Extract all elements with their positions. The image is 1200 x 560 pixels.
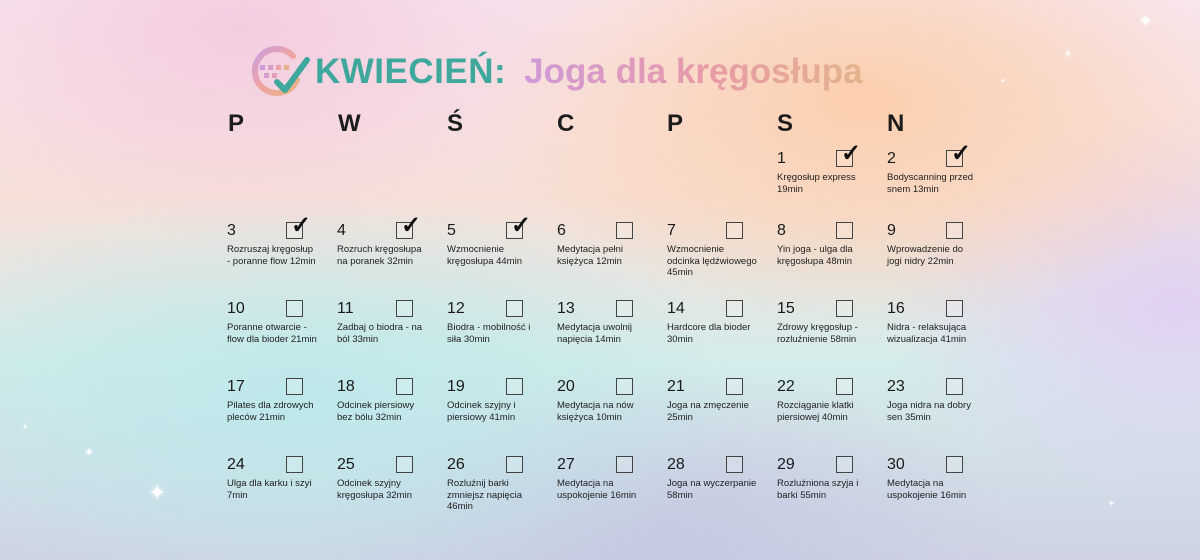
task-checkbox[interactable] [506,456,523,473]
task-label: Rozruch kręgosłupa na poranek 32min [337,244,422,267]
day-cell-13 [557,300,657,378]
day-number: 25 [337,456,355,473]
day-cell-12 [447,300,547,378]
day-cell-6 [557,222,657,300]
task-label: Rozruszaj kręgosłup - poranne flow 12min [227,244,316,267]
month-title: KWIECIEŃ: [315,52,507,91]
day-number: 1 [777,150,786,167]
day-number: 19 [447,378,465,395]
day-cell-29 [777,456,877,534]
day-cell-18 [337,378,437,456]
day-cell-22 [777,378,877,456]
checkmark-icon: ✓ [951,140,972,167]
day-cell-1 [777,140,877,228]
day-cell-10 [227,300,327,378]
day-cell-14 [667,300,767,378]
day-cell-15 [777,300,877,378]
day-cell-21 [667,378,767,456]
logo-icon [243,44,311,100]
task-label: Yin joga - ulga dla kręgosłupa 48min [777,244,853,267]
checkmark-icon: ✓ [841,140,862,167]
task-label: Rozluźnij barki zmniejsz napięcia 46min [447,478,522,512]
task-label: Wzmocnienie kręgosłupa 44min [447,244,522,267]
day-cell-30 [887,456,987,534]
weekday-wed: Ś [447,110,464,137]
day-number: 11 [337,300,354,317]
task-checkbox[interactable] [286,378,303,395]
weekday-tue: W [338,110,361,137]
task-checkbox[interactable] [726,378,743,395]
day-cell-8 [777,222,877,300]
task-checkbox[interactable] [286,212,312,239]
day-number: 9 [887,222,896,239]
task-checkbox[interactable] [836,222,853,239]
task-label: Zadbaj o biodra - na ból 33min [337,322,423,345]
task-checkbox[interactable] [286,456,303,473]
task-checkbox[interactable] [286,300,303,317]
day-cell-11 [337,300,437,378]
day-number: 13 [557,300,575,317]
task-checkbox[interactable] [946,140,972,167]
task-checkbox[interactable] [396,212,422,239]
day-cell-26 [447,456,547,534]
task-label: Bodyscanning przed snem 13min [887,172,974,195]
task-label: Zdrowy kręgosłup - rozluźnienie 58min [777,322,858,345]
task-checkbox[interactable] [506,300,523,317]
task-label: Poranne otwarcie - flow dla bioder 21min [227,322,317,345]
task-checkbox[interactable] [726,300,743,317]
day-cell-27 [557,456,657,534]
day-number: 17 [227,378,245,395]
day-number: 24 [227,456,245,473]
day-number: 14 [667,300,685,317]
day-number: 18 [337,378,355,395]
sparkle-icon: ✦ [1064,49,1073,60]
task-checkbox[interactable] [506,212,532,239]
day-cell-17 [227,378,327,456]
task-label: Kręgosłup express 19min [777,172,856,195]
checkmark-icon: ✓ [401,212,422,239]
day-number: 15 [777,300,795,317]
task-checkbox[interactable] [836,140,862,167]
sparkle-icon: ✦ [1108,499,1115,508]
task-checkbox[interactable] [836,456,853,473]
task-label: Odcinek szyjny kręgosłupa 32min [337,478,412,501]
task-label: Hardcore dla bioder 30min [667,322,751,345]
checkmark-icon: ✓ [291,212,312,239]
day-number: 26 [447,456,465,473]
day-number: 29 [777,456,795,473]
task-label: Rozciąganie klatki piersiowej 40min [777,400,854,423]
task-label: Odcinek piersiowy bez bólu 32min [337,400,415,423]
day-cell-3 [227,212,327,300]
day-number: 20 [557,378,575,395]
day-cell-19 [447,378,547,456]
weekday-sun: N [887,110,905,137]
task-checkbox[interactable] [506,378,523,395]
task-label: Medytacja uwolnij napięcia 14min [557,322,632,345]
sparkle-icon: ✦ [1138,11,1154,31]
task-checkbox[interactable] [836,300,853,317]
day-number: 4 [337,222,346,239]
day-cell-24 [227,456,327,534]
task-checkbox[interactable] [726,456,743,473]
day-cell-2 [887,140,987,228]
day-number: 28 [667,456,685,473]
day-number: 7 [667,222,676,239]
task-label: Ulga dla karku i szyi 7min [227,478,312,501]
day-number: 5 [447,222,456,239]
day-cell-28 [667,456,767,534]
day-number: 22 [777,378,795,395]
day-cell-23 [887,378,987,456]
task-label: Joga na wyczerpanie 58min [667,478,757,501]
sparkle-icon: ✦ [148,480,167,505]
task-label: Rozluźniona szyja i barki 55min [777,478,859,501]
sparkle-icon: ✦ [22,424,28,431]
day-number: 2 [887,150,896,167]
task-label: Odcinek szyjny i piersiowy 41min [447,400,516,423]
day-cell-9 [887,222,987,300]
task-label: Medytacja pełni księżyca 12min [557,244,624,267]
day-number: 21 [667,378,685,395]
task-label: Pilates dla zdrowych pleców 21min [227,400,314,423]
day-cell-5 [447,212,547,300]
sparkle-icon: ✦ [84,445,95,459]
day-number: 6 [557,222,566,239]
task-checkbox[interactable] [836,378,853,395]
task-label: Wzmocnienie odcinka lędźwiowego 45min [667,244,757,278]
task-label: Nidra - relaksująca wizualizacja 41min [887,322,967,345]
day-number: 10 [227,300,245,317]
day-number: 23 [887,378,905,395]
task-checkbox[interactable] [396,378,413,395]
sparkle-icon: ✦ [1000,78,1006,85]
task-checkbox[interactable] [616,378,633,395]
task-checkbox[interactable] [616,456,633,473]
task-checkbox[interactable] [616,300,633,317]
day-number: 30 [887,456,905,473]
task-label: Biodra - mobilność i siła 30min [447,322,531,345]
day-cell-25 [337,456,437,534]
task-label: Medytacja na nów księżyca 10min [557,400,634,423]
task-checkbox[interactable] [946,222,963,239]
weekday-fri: P [667,110,684,137]
task-checkbox[interactable] [396,456,413,473]
task-label: Joga na zmęczenie 25min [667,400,749,423]
day-number: 16 [887,300,905,317]
task-checkbox[interactable] [946,300,963,317]
day-cell-16 [887,300,987,378]
weekday-sat: S [777,110,794,137]
day-cell-20 [557,378,657,456]
task-label: Medytacja na uspokojenie 16min [887,478,967,501]
day-number: 8 [777,222,786,239]
weekday-thu: C [557,110,575,137]
task-label: Medytacja na uspokojenie 16min [557,478,637,501]
task-checkbox[interactable] [726,222,743,239]
weekday-mon: P [228,110,245,137]
page-subtitle: Joga dla kręgosłupa [524,52,863,91]
day-number: 3 [227,222,236,239]
task-label: Wprowadzenie do jogi nidry 22min [887,244,964,267]
day-number: 12 [447,300,465,317]
task-checkbox[interactable] [396,300,413,317]
day-cell-4 [337,212,437,300]
page-header [243,44,863,100]
task-checkbox[interactable] [946,378,963,395]
checkmark-icon: ✓ [511,212,532,239]
task-checkbox[interactable] [946,456,963,473]
day-number: 27 [557,456,575,473]
day-cell-7 [667,222,767,300]
task-label: Joga nidra na dobry sen 35min [887,400,971,423]
task-checkbox[interactable] [616,222,633,239]
